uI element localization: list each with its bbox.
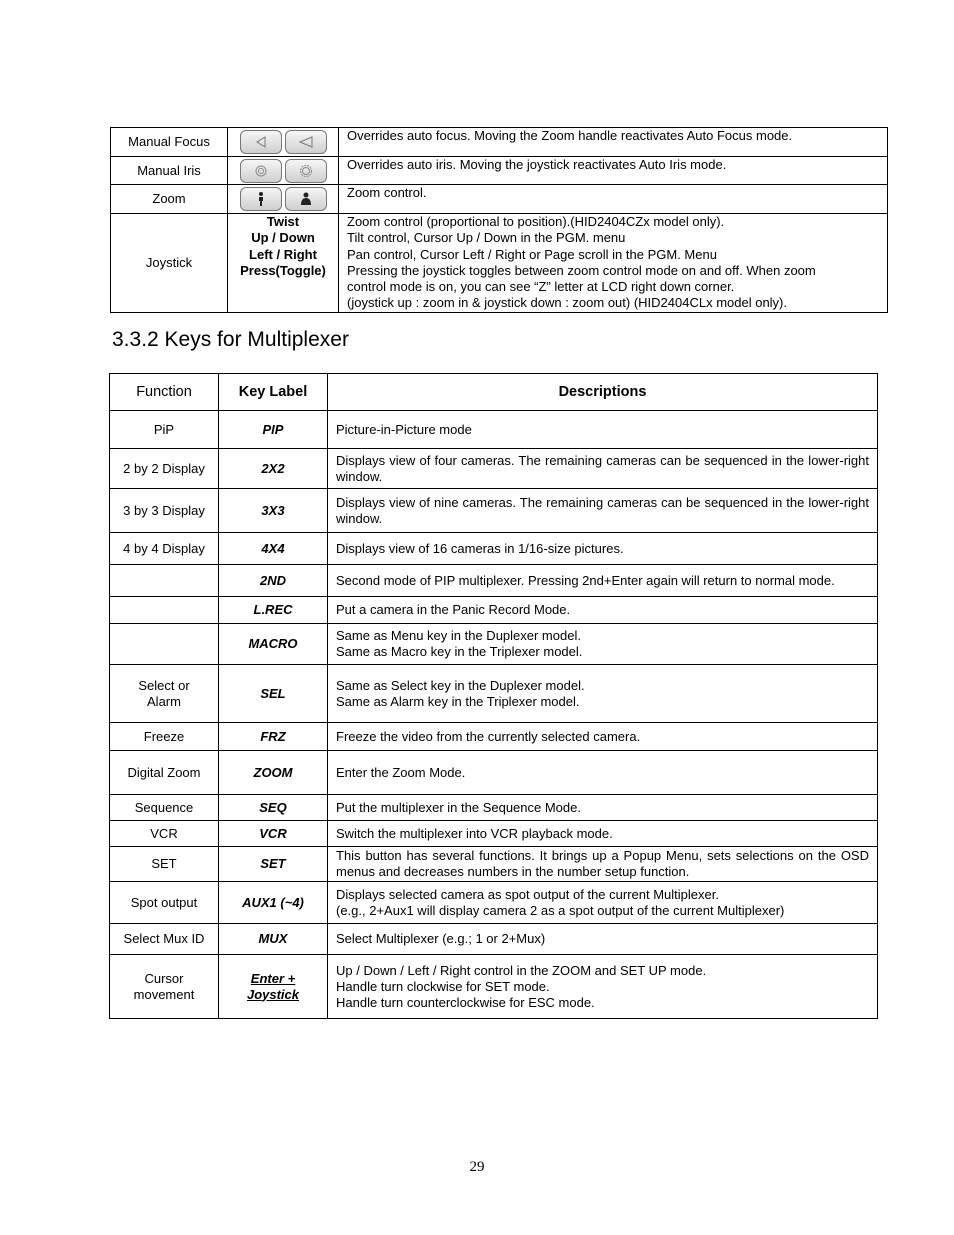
function-cell: VCR [110,821,219,847]
table-row [110,751,878,795]
key-label-cell: SEQ [219,795,328,821]
description-cell: Put the multiplexer in the Sequence Mode. [328,795,878,821]
zoom-tele-icon [240,187,282,211]
table-row [110,795,878,821]
key-label-cell: MACRO [219,624,328,665]
table-row [110,924,878,955]
table-row [111,185,888,214]
function-cell [110,565,219,597]
button-icons-cell [228,157,339,185]
table-header-row [110,374,878,411]
description-cell: Select Multiplexer (e.g.; 1 or 2+Mux) [328,924,878,955]
column-header-key-label: Key Label [219,374,328,411]
function-cell: Select or Alarm [110,665,219,723]
function-cell: Select Mux ID [110,924,219,955]
control-keys-table [110,127,888,313]
multiplexer-keys-table [109,373,878,1019]
key-label-cell: VCR [219,821,328,847]
description-cell: Picture-in-Picture mode [328,411,878,449]
description-cell: Enter the Zoom Mode. [328,751,878,795]
description-cell: Displays view of nine cameras. The remaining cameras can be sequenced in the lower-right window. [328,489,878,533]
table-row [110,411,878,449]
table-row [110,597,878,624]
description-cell: Freeze the video from the currently selected camera. [328,723,878,751]
function-cell: Manual Focus [111,128,228,157]
table-row [110,449,878,489]
table-row [110,847,878,882]
key-label-cell: L.REC [219,597,328,624]
function-cell: Joystick [111,214,228,313]
key-label-cell: ZOOM [219,751,328,795]
table-row [110,565,878,597]
function-cell: Digital Zoom [110,751,219,795]
table-row [110,882,878,924]
key-label-cell: FRZ [219,723,328,751]
table-row [111,214,888,313]
button-icons-cell [228,185,339,214]
function-cell: Spot output [110,882,219,924]
key-label-cell: 2X2 [219,449,328,489]
description-cell: Switch the multiplexer into VCR playback mode. [328,821,878,847]
function-cell: Cursor movement [110,955,219,1019]
focus-far-icon [285,130,327,154]
table-row [111,157,888,185]
section-heading: 3.3.2 Keys for Multiplexer [112,328,349,351]
function-cell: Sequence [110,795,219,821]
table-row [110,665,878,723]
key-label-cell: AUX1 (~4) [219,882,328,924]
table-row [110,723,878,751]
function-cell [110,624,219,665]
function-cell: PiP [110,411,219,449]
description-cell: Same as Select key in the Duplexer model. Same as Alarm key in the Triplexer model. [328,665,878,723]
table-row [110,624,878,665]
function-cell: 2 by 2 Display [110,449,219,489]
description-cell: Displays view of 16 cameras in 1/16-size pictures. [328,533,878,565]
focus-near-icon [240,130,282,154]
description-cell: Put a camera in the Panic Record Mode. [328,597,878,624]
description-cell: Zoom control. [339,185,888,214]
key-label-cell: SET [219,847,328,882]
function-cell: SET [110,847,219,882]
button-icons-cell [228,128,339,157]
zoom-wide-icon [285,187,327,211]
multiplexer-table-body [110,411,878,1019]
description-cell: Zoom control (proportional to position).(HID2404CZx model only). Tilt control, Cursor Up / Down in the PGM. menu Pan control, Cursor Left / Right or Page scroll in the PGM. Menu Pressing the joystick toggles between zoom control mode on and off. When zoom control mode is on, you can see “Z” letter at LCD right down corner. (joystick up : zoom in & joystick down : zoom out) (HID2404CLx model only). [339,214,888,313]
function-cell: Manual Iris [111,157,228,185]
key-label-cell: MUX [219,924,328,955]
function-cell: 3 by 3 Display [110,489,219,533]
column-header-function: Function [110,374,219,411]
function-cell [110,597,219,624]
table-row [110,533,878,565]
iris-close-icon [240,159,282,183]
function-cell: Zoom [111,185,228,214]
description-cell: Same as Menu key in the Duplexer model. Same as Macro key in the Triplexer model. [328,624,878,665]
key-label-cell: Enter + Joystick [219,955,328,1019]
table-row [111,128,888,157]
joystick-actions-cell: Twist Up / Down Left / Right Press(Toggle) [228,214,339,313]
table-row [110,955,878,1019]
key-label-cell: SEL [219,665,328,723]
function-cell: 4 by 4 Display [110,533,219,565]
table-row [110,489,878,533]
function-cell: Freeze [110,723,219,751]
description-cell: Up / Down / Left / Right control in the ZOOM and SET UP mode. Handle turn clockwise for SET mode. Handle turn counterclockwise for ESC mode. [328,955,878,1019]
description-cell: This button has several functions. It brings up a Popup Menu, sets selections on the OSD menus and decreases numbers in the number setup function. [328,847,878,882]
key-label-cell: 4X4 [219,533,328,565]
description-cell: Second mode of PIP multiplexer. Pressing 2nd+Enter again will return to normal mode. [328,565,878,597]
table-row [110,821,878,847]
key-label-cell: PIP [219,411,328,449]
key-label-cell: 2ND [219,565,328,597]
description-cell: Displays view of four cameras. The remaining cameras can be sequenced in the lower-right window. [328,449,878,489]
page-number: 29 [469,1159,485,1175]
iris-open-icon [285,159,327,183]
key-label-cell: 3X3 [219,489,328,533]
description-cell: Overrides auto iris. Moving the joystick reactivates Auto Iris mode. [339,157,888,185]
column-header-descriptions: Descriptions [328,374,878,411]
description-cell: Displays selected camera as spot output of the current Multiplexer. (e.g., 2+Aux1 will display camera 2 as a spot output of the current Multiplexer) [328,882,878,924]
description-cell: Overrides auto focus. Moving the Zoom handle reactivates Auto Focus mode. [339,128,888,157]
